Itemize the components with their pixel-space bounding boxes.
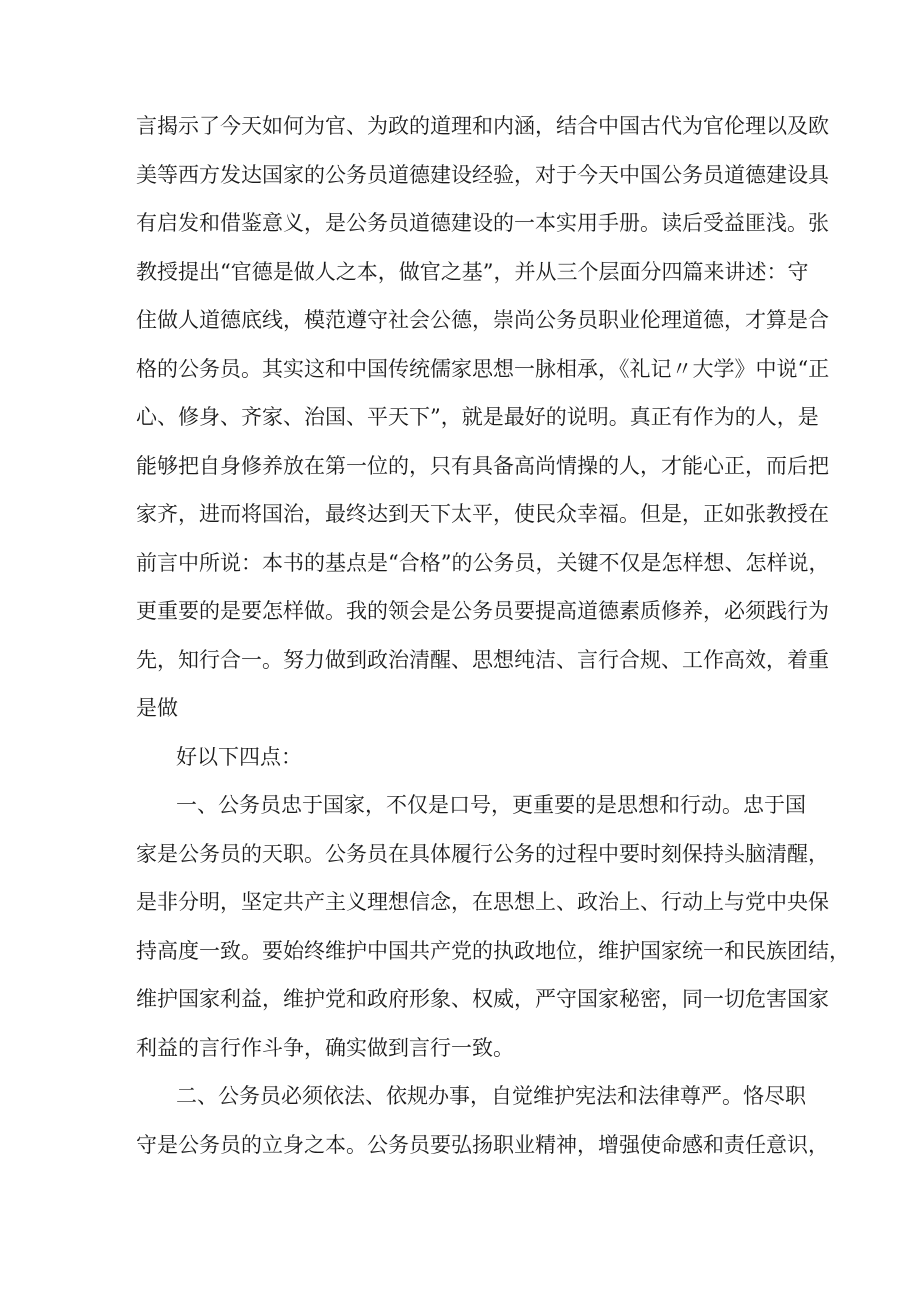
text-line: 是做: [136, 696, 178, 720]
text-line: 持高度一致。要始终维护中国共产党的执政地位，维护国家统一和民族团结，: [136, 939, 850, 963]
text-line: 前言中所说：本书的基点是“合格”的公务员，关键不仅是怎样想、怎样说，: [136, 551, 830, 575]
text-line: 住做人道德底线，模范遵守社会公德，崇尚公务员职业伦理道德，才算是合: [136, 308, 829, 332]
text-line: 更重要的是要怎样做。我的领会是公务员要提高道德素质修养，必须践行为: [136, 599, 829, 623]
text-line: 教授提出“官德是做人之本，做官之基”，并从三个层面分四篇来讲述：守: [136, 260, 809, 284]
text-line: 美等西方发达国家的公务员道德建设经验，对于今天中国公务员道德建设具: [136, 163, 829, 187]
paragraph-line: 一、公务员忠于国家，不仅是口号，更重要的是思想和行动。忠于国: [176, 793, 806, 817]
text-line: 维护国家利益，维护党和政府形象、权威，严守国家秘密，同一切危害国家: [136, 987, 829, 1011]
text-line: 家是公务员的天职。公务员在具体履行公务的过程中要时刻保持头脑清醒，: [136, 842, 829, 866]
text-line: 是非分明，坚定共产主义理想信念，在思想上、政治上、行动上与党中央保: [136, 890, 829, 914]
paragraph-line: 好以下四点：: [176, 745, 302, 769]
paragraph-line: 二、公务员必须依法、依规办事，自觉维护宪法和法律尊严。恪尽职: [176, 1084, 806, 1108]
text-line: 心、修身、齐家、治国、平天下”，就是最好的说明。真正有作为的人，是: [136, 405, 819, 429]
text-line: 利益的言行作斗争，确实做到言行一致。: [136, 1036, 514, 1060]
text-line: 言揭示了今天如何为官、为政的道理和内涵，结合中国古代为官伦理以及欧: [136, 114, 829, 138]
text-line: 格的公务员。其实这和中国传统儒家思想一脉相承，《礼记〃大学》中说“正: [136, 357, 830, 381]
text-line: 先，知行合一。努力做到政治清醒、思想纯洁、言行合规、工作高效，着重: [136, 648, 829, 672]
text-line: 能够把自身修养放在第一位的，只有具备高尚情操的人，才能心正，而后把: [136, 454, 829, 478]
text-line: 有启发和借鉴意义，是公务员道德建设的一本实用手册。读后受益匪浅。张: [136, 211, 829, 235]
text-line: 守是公务员的立身之本。公务员要弘扬职业精神，增强使命感和责任意识，: [136, 1133, 829, 1157]
text-line: 家齐，进而将国治，最终达到天下太平，使民众幸福。但是，正如张教授在: [136, 502, 829, 526]
